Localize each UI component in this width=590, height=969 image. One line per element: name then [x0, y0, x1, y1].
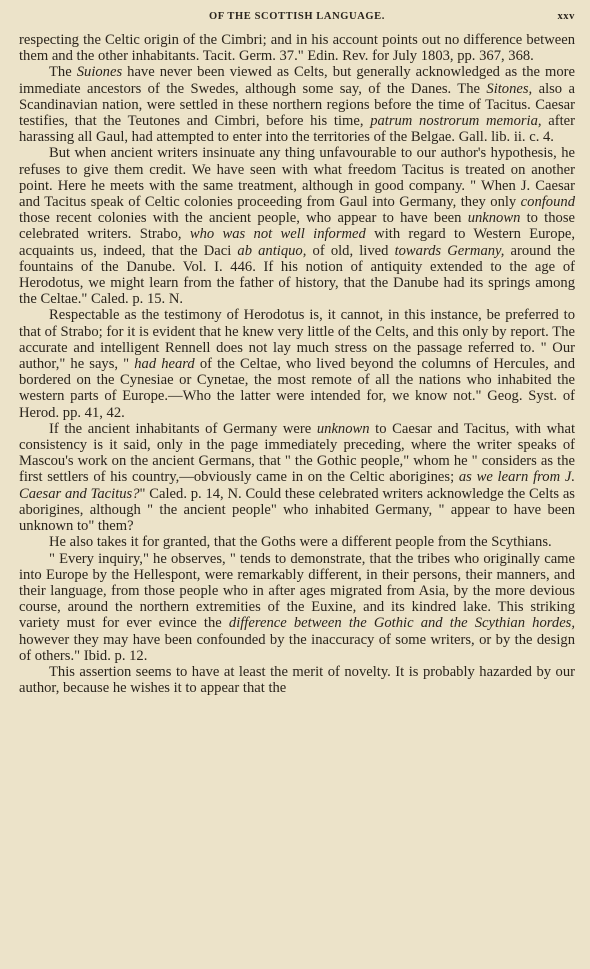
text-run: after harassing all Gaul, had attempted to enter into the territories of the Belgae. Gall. lib. ii. c. 4.	[19, 113, 575, 146]
italic-text: confound	[520, 194, 575, 211]
text-run: to those celebrated writers. Strabo,	[19, 210, 575, 243]
text-run: If the ancient inhabitants of Germany were	[49, 420, 317, 437]
paragraph	[19, 64, 575, 145]
italic-text: Suiones	[76, 64, 123, 81]
italic-text: unknown	[467, 210, 521, 227]
text-run: also a Scandinavian nation, were settled in these northern regions before the time of Tacitus. Caesar testifies, that the Teutones and Cimbri, before his time,	[19, 80, 575, 130]
body-text	[19, 32, 575, 696]
text-run: however they may have been confounded by the inaccuracy of some writers, or by the design of others." Ibid. p. 12.	[19, 631, 575, 664]
text-run: This assertion seems to have at least the merit of novelty. It is probably hazarded by our author, because he wishes it to appear that the	[19, 663, 575, 697]
page-number: xxv	[557, 11, 575, 22]
text-run: The	[49, 64, 77, 81]
text-run: those recent colonies with the ancient people, who appear to have been	[19, 210, 468, 227]
paragraph	[19, 307, 575, 420]
italic-text: had heard	[134, 356, 195, 373]
running-head-title: OF THE SCOTTISH LANGUAGE.	[208, 11, 386, 22]
text-run: " Every inquiry," he observes, " tends to demonstrate, that the tribes who originally came into Europe by the Hellespont, were remarkably different, in their persons, their manners, and their language, from those people who in after ages migrated from Asia, by the more devious course, around the northern extremities of the Euxine, and its kindred lake. This striking variety must for ever evince the	[19, 550, 575, 632]
paragraph	[19, 551, 575, 664]
text-run: around the fountains of the Danube. Vol. I. 446. If his notion of antiquity extended to the age of Herodotus, we might learn from the father of history, that the Danube had its springs among the Celtae." Caled. p. 15. N.	[19, 242, 576, 308]
italic-text: unknown	[316, 420, 370, 437]
italic-text: who was not well informed	[189, 226, 366, 243]
paragraph	[19, 534, 575, 550]
text-run: of the Celtae, who lived beyond the columns of Hercules, and bordered on the Cynesiae or Cynetae, the most remote of all the nations who inhabited the western parts of Europe.—Who the latter were intended for, we know not." Geog. Syst. of Herod. pp. 41, 42.	[19, 356, 575, 421]
text-run: to Caesar and Tacitus, with what consistency is it said, only in the page immediately preceding, where the writer speaks of Mascou's work on the ancient Germans, that " the Gothic people," whom he " considers as the first settlers of his country,—obviously came in on the Celtic aborigines;	[19, 420, 575, 486]
text-run: But when ancient writers insinuate any thing unfavourable to our author's hypothesis, he refuses to give them credit. We have seen with what freedom Tacitus is treated on another point. Here he meets with the same treatment, although in good company. " When J. Caesar and Tacitus speak of Celtic colonies proceeding from Gaul into Germany, they only	[19, 145, 575, 211]
italic-text: ab antiquo,	[237, 242, 307, 259]
italic-text: patrum nostrorum memoria,	[370, 113, 542, 130]
italic-text: towards Germany,	[394, 242, 505, 259]
paragraph	[19, 664, 575, 696]
text-run: respecting the Celtic origin of the Cimbri; and in his account points out no difference between them and the other inhabitants. Tacit. Germ. 37." Edin. Rev. for July 1803, pp. 367, 368.	[19, 32, 575, 65]
text-run: He also takes it for granted, that the Goths were a different people from the Scythians.	[49, 534, 552, 551]
text-run: Respectable as the testimony of Herodotus is, it cannot, in this instance, be preferred to that of Strabo; for it is evident that he knew very little of the Celts, and this only by report. The accurate and intelligent Rennell does not lay much stress on the passage referred to. " Our author," he says, "	[19, 307, 575, 373]
text-run: of old, lived	[306, 242, 395, 259]
paragraph	[19, 145, 575, 307]
italic-text: Sitones,	[486, 80, 533, 97]
italic-text: as we learn from J. Caesar and Tacitus?	[19, 469, 575, 502]
paragraph	[19, 421, 575, 534]
text-run: have never been viewed as Celts, but generally acknowledged as the more immediate ancestors of the Swedes, although some say, of the Danes. The	[19, 64, 575, 97]
running-head	[19, 8, 575, 32]
italic-text: difference between the Gothic and the Scythian hordes,	[228, 615, 576, 632]
text-run: " Caled. p. 14, N. Could these celebrated writers acknowledge the Celts as aborigines, although " the ancient people" who inhabited Germany, " appear to have been unknown to" them?	[19, 485, 575, 535]
text-run: with regard to Western Europe, acquaints us, indeed, that the Daci	[19, 226, 575, 259]
paragraph	[19, 32, 575, 64]
